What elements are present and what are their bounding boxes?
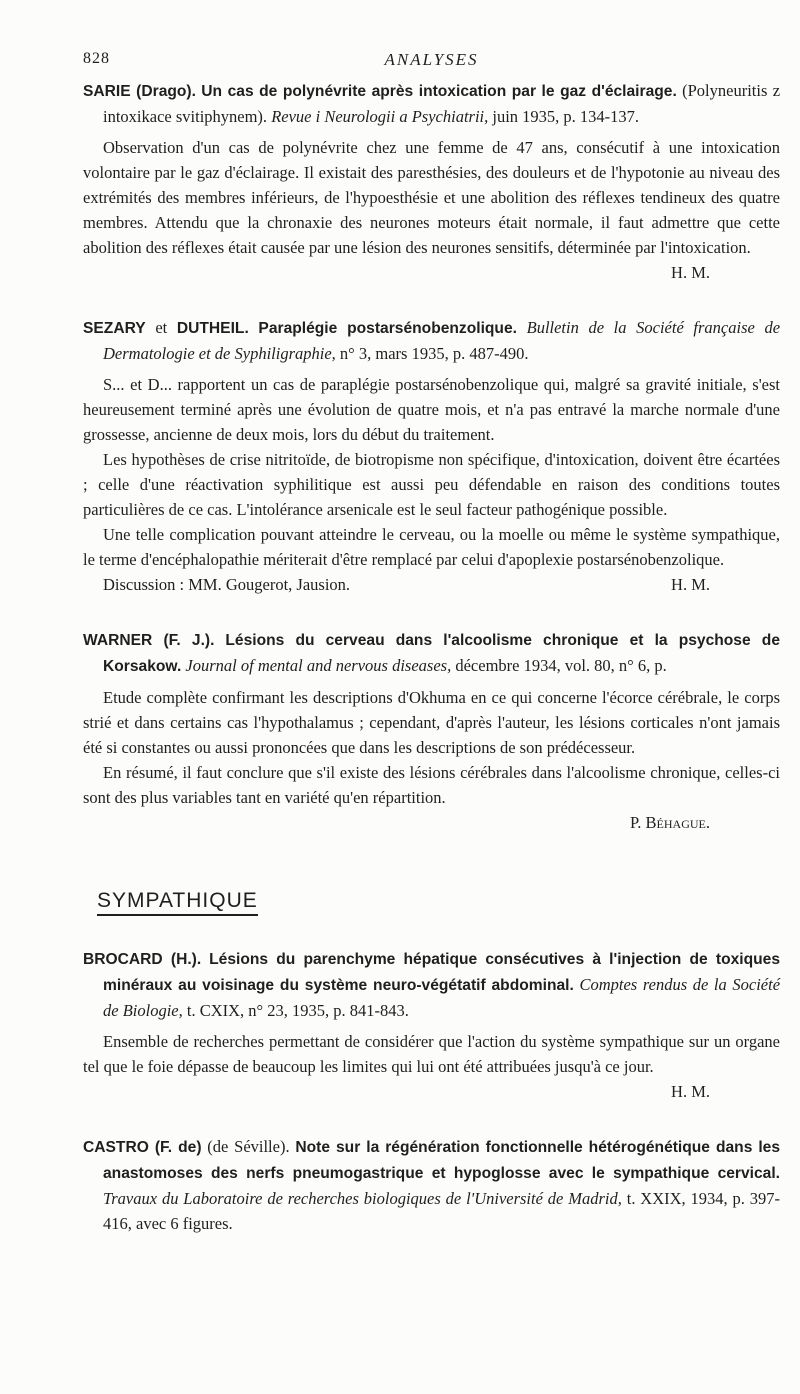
article-heading [83, 315, 780, 366]
article-signature: H. M. [671, 263, 710, 282]
article-title: Un cas de polynévrite après intoxication par le gaz d'éclairage. [201, 83, 677, 100]
article-brocard [83, 946, 780, 1104]
article-heading [83, 1134, 780, 1236]
article-original-title: (Polyneuritis z intoxikace svitiphynem). [103, 81, 781, 126]
article-discussion: Discussion : MM. Gougerot, Jausion. [103, 575, 351, 594]
article-author: SEZARY [83, 320, 146, 337]
article-author: CASTRO (F. de) [83, 1139, 202, 1156]
page-number: 828 [83, 50, 110, 67]
article-signature: H. M. [671, 1082, 710, 1101]
article-castro [83, 1134, 780, 1236]
article-reference: t. CXIX, n° 23, 1935, p. 841-843. [186, 1001, 409, 1020]
article-author: WARNER (F. J.). [83, 632, 215, 649]
article-paragraph: Etude complète confirmant les descriptions d'Okhuma en ce qui concerne l'écorce cérébrale, le corps strié et dans certains cas l'hypothalamus ; cependant, d'après l'auteur, les lésions corticales n'ont jamais été si constantes ou aussi prononcées que dans les descriptions de son prédécesseur. [83, 688, 780, 757]
article-paragraph: En résumé, il faut conclure que s'il existe des lésions cérébrales dans l'alcoolisme chronique, celles-ci sont des plus variables tant en variété qu'en répartition. [83, 763, 780, 807]
article-signature: P. Béhague. [629, 813, 710, 832]
article-signature: H. M. [671, 575, 710, 594]
article-source: Travaux du Laboratoire de recherches biologiques de l'Université de Madrid, [103, 1189, 622, 1208]
article-place: (de Séville). [207, 1137, 290, 1156]
article-title: Note sur la régénération fonctionnelle hétérogénétique dans les anastomoses des nerfs pneumogastrique et hypoglosse avec le sympathique cervical. [103, 1139, 781, 1182]
section-title: SYMPATHIQUE [97, 889, 258, 916]
article-sarie [83, 78, 780, 285]
article-title: Paraplégie postarsénobenzolique. [258, 320, 517, 337]
article-sezary-dutheil [83, 315, 780, 597]
running-title: ANALYSES [384, 50, 479, 69]
article-heading [83, 627, 780, 679]
article-paragraph: Ensemble de recherches permettant de considérer que l'action du système sympathique sur un organe tel que le foie dépasse de beaucoup les limites qui lui ont été attribuées jusqu'à ce jour. [83, 1032, 780, 1076]
article-paragraph: S... et D... rapportent un cas de paraplégie postarsénobenzolique qui, malgré sa gravité initiale, s'est heureusement terminé après une évolution de quatre mois, et n'a pas entravé la marche normale d'une grossesse, ancienne de deux mois, lors du début du traitement. [83, 375, 780, 444]
article-author: SARIE (Drago). [83, 83, 196, 100]
article-author-join: et [155, 318, 168, 337]
article-reference: juin 1935, p. 134-137. [492, 107, 640, 126]
article-discussion-line [83, 572, 780, 597]
page [83, 46, 780, 1266]
article-paragraph: Une telle complication pouvant atteindre le cerveau, ou la moelle ou même le système sympathique, le terme d'encéphalopathie mériterait d'être remplacé par celui d'apoplexie postarsénobenzolique. [83, 525, 780, 569]
article-source: Bulletin de la Société française de Dermatologie et de Syphiligraphie, [103, 318, 781, 363]
article-title: Lésions du cerveau dans l'alcoolisme chronique et la psychose de Korsakow. [103, 632, 780, 675]
article-source: Journal of mental and nervous diseases, [185, 656, 452, 675]
article-paragraph: Les hypothèses de crise nitritoïde, de biotropisme non spécifique, d'intoxication, doivent être écartées ; celle d'une réactivation syphilitique est aussi peu défendable en raison des conditions toutes particulières de ce cas. L'intolérance arsenicale est le seul facteur pathogénique possible. [83, 450, 780, 519]
article-reference: décembre 1934, vol. 80, n° 6, p. [455, 656, 667, 675]
article-reference: n° 3, mars 1935, p. 487-490. [339, 344, 529, 363]
article-heading [83, 946, 780, 1023]
article-heading [83, 78, 780, 129]
article-source: Revue i Neurologii a Psychiatrii, [271, 107, 489, 126]
article-reference: t. XXIX, 1934, p. 397-416, avec 6 figures. [103, 1189, 781, 1233]
article-title: Lésions du parenchyme hépatique consécutives à l'injection de toxiques minéraux au voisinage du système neuro-végétatif abdominal. [103, 951, 780, 994]
article-paragraph: Observation d'un cas de polynévrite chez une femme de 47 ans, consécutif à une intoxication volontaire par le gaz d'éclairage. Il existait des paresthésies, des douleurs et de l'hypotonie au niveau des extrémités des membres inférieurs, de l'hypoesthésie et une abolition des réflexes tendineux des quatre membres. Attendu que la chronaxie des neurones moteurs était normale, il faut admettre que cette abolition des réflexes était causée par une lésion des neurones sensitifs, déterminée par l'intoxication. [83, 138, 780, 257]
article-author-2: DUTHEIL. [176, 320, 249, 337]
article-author: BROCARD (H.). [83, 951, 202, 968]
article-source: Comptes rendus de la Société de Biologie, [103, 975, 781, 1020]
running-head [83, 46, 780, 78]
article-warner [83, 627, 780, 835]
